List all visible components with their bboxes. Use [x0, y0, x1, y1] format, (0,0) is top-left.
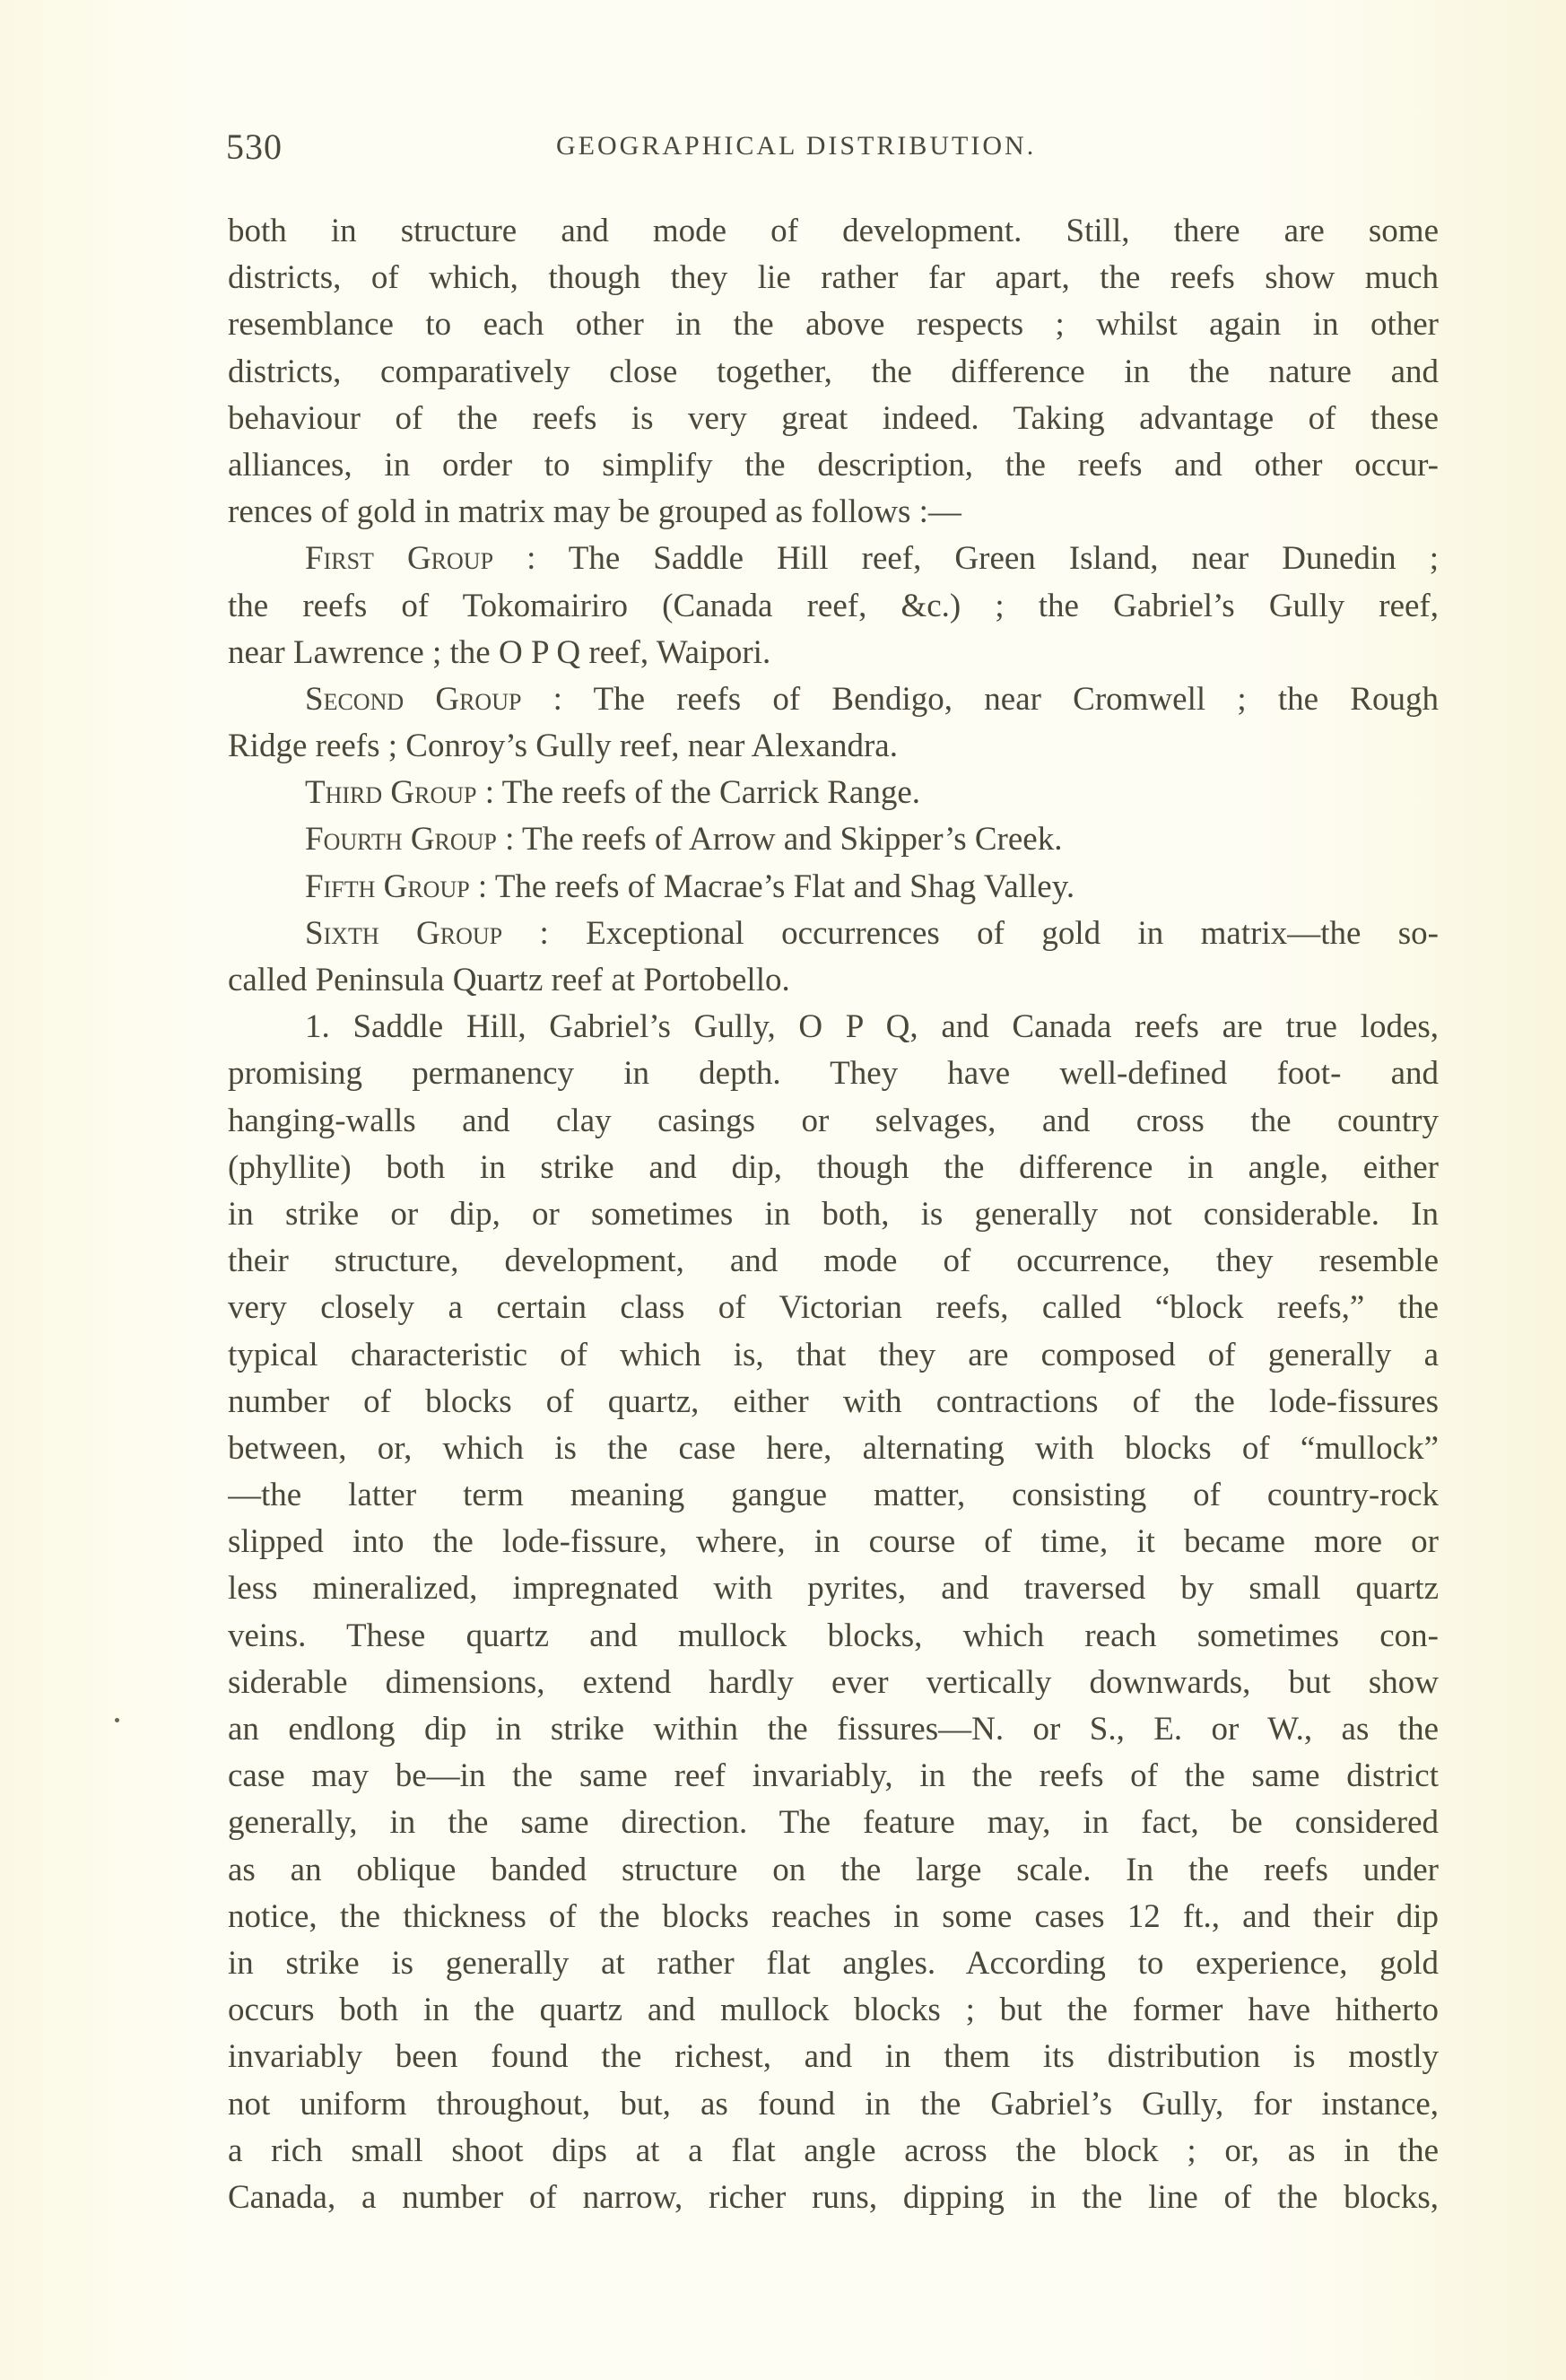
margin-mark — [115, 1718, 119, 1722]
line-text: near Lawrence ; the O P Q reef, Waipori. — [228, 633, 771, 671]
text-line — [228, 1425, 1439, 1472]
text-line — [228, 1098, 1439, 1145]
line-text: generally, in the same direction. The feature may, in fact, be considered — [228, 1804, 1439, 1842]
text-line — [228, 816, 1439, 863]
line-text: less mineralized, impregnated with pyrites, and traversed by small quartz — [228, 1570, 1439, 1608]
text-line — [228, 1238, 1439, 1285]
text-line — [228, 1847, 1439, 1894]
line-text: number of blocks of quartz, either with contractions of the lode-fissures — [228, 1382, 1439, 1420]
line-text: typical characteristic of which is, that they are composed of generally a — [228, 1336, 1439, 1373]
line-text: very closely a certain class of Victorian reefs, called “block reefs,” the — [228, 1289, 1439, 1327]
text-line — [228, 2081, 1439, 2128]
line-text: districts, comparatively close together, the difference in the nature and — [228, 353, 1439, 390]
body-text — [228, 208, 1439, 2221]
text-line — [228, 770, 1439, 816]
text-line — [228, 1285, 1439, 1331]
text-line — [228, 1987, 1439, 2034]
group-label: Third Group : — [305, 774, 495, 812]
line-text: rences of gold in matrix may be grouped as follows :— — [228, 493, 961, 531]
line-text: Ridge reefs ; Conroy’s Gully reef, near Alexandra. — [228, 728, 898, 765]
text-line — [228, 255, 1439, 301]
line-text: invariably been found the richest, and in them its distribution is mostly — [228, 2038, 1439, 2076]
text-line — [228, 1660, 1439, 1706]
text-line — [228, 1145, 1439, 1191]
text-line — [228, 723, 1439, 770]
text-line — [228, 208, 1439, 255]
group-label: First Group : — [305, 540, 536, 578]
line-text: alliances, in order to simplify the description, the reefs and other occur- — [228, 446, 1439, 484]
group-label: Fifth Group : — [305, 867, 488, 905]
text-line — [228, 1613, 1439, 1660]
text-line — [228, 2034, 1439, 2080]
line-text: between, or, which is the case here, alternating with blocks of “mullock” — [228, 1429, 1439, 1467]
line-text: as an oblique banded structure on the large scale. In the reefs under — [228, 1851, 1439, 1888]
text-line — [228, 1940, 1439, 1987]
line-text: their structure, development, and mode of occurrence, they resemble — [228, 1242, 1439, 1280]
text-line — [228, 1379, 1439, 1425]
line-text: in strike is generally at rather flat angles. According to experience, gold — [228, 1944, 1439, 1982]
line-text: a rich small shoot dips at a flat angle across the block ; or, as in the — [228, 2132, 1439, 2169]
line-text: siderable dimensions, extend hardly ever vertically downwards, but show — [228, 1663, 1439, 1701]
text-line — [228, 1800, 1439, 1846]
text-line — [228, 1051, 1439, 1097]
line-text: called Peninsula Quartz reef at Portobello. — [228, 962, 790, 998]
text-line — [228, 676, 1439, 723]
line-text: veins. These quartz and mullock blocks, which reach sometimes con- — [228, 1617, 1439, 1654]
line-text: The reefs of the Carrick Range. — [501, 774, 921, 812]
line-text: resemblance to each other in the above respects ; whilst again in other — [228, 306, 1439, 344]
text-line — [228, 2128, 1439, 2175]
text-line — [228, 1004, 1439, 1051]
text-line — [228, 583, 1439, 630]
text-line — [228, 349, 1439, 396]
line-text: promising permanency in depth. They have well-defined foot- and — [228, 1055, 1439, 1093]
line-text: hanging-walls and clay casings or selvages, and cross the country — [228, 1102, 1439, 1139]
line-text: The reefs of Arrow and Skipper’s Creek. — [522, 821, 1063, 859]
line-text: an endlong dip in strike within the fissures—N. or S., E. or W., as the — [228, 1711, 1439, 1748]
line-text: districts, of which, though they lie rather far apart, the reefs show much — [228, 259, 1439, 297]
text-line — [228, 864, 1439, 911]
text-line — [228, 2175, 1439, 2221]
line-text: notice, the thickness of the blocks reaches in some cases 12 ft., and their dip — [228, 1897, 1439, 1935]
text-line — [228, 1565, 1439, 1612]
running-title: GEOGRAPHICAL DISTRIBUTION. — [556, 131, 1037, 161]
text-line — [228, 301, 1439, 348]
text-line — [228, 489, 1439, 536]
group-label: 1. — [305, 1008, 330, 1046]
group-label: Fourth Group : — [305, 821, 515, 859]
line-text: occurs both in the quartz and mullock blocks ; but the former have hitherto — [228, 1992, 1439, 2029]
group-label: Second Group : — [305, 680, 562, 718]
line-text: The Saddle Hill reef, Green Island, near Dunedin ; — [568, 540, 1439, 578]
text-line — [228, 1894, 1439, 1940]
line-text: slipped into the lode-fissure, where, in course of time, it became more or — [228, 1523, 1439, 1561]
text-line — [228, 630, 1439, 676]
text-line — [228, 911, 1439, 957]
line-text: in strike or dip, or sometimes in both, is generally not considerable. In — [228, 1195, 1439, 1233]
page-number: 530 — [226, 126, 283, 167]
line-text: The reefs of Bendigo, near Cromwell ; the Rough — [593, 680, 1439, 718]
text-line — [228, 1191, 1439, 1238]
text-line — [228, 442, 1439, 489]
text-line — [228, 396, 1439, 442]
text-line — [228, 957, 1439, 1004]
line-text: not uniform throughout, but, as found in the Gabriel’s Gully, for instance, — [228, 2085, 1439, 2123]
line-text: Saddle Hill, Gabriel’s Gully, O P Q, and Canada reefs are true lodes, — [352, 1008, 1439, 1046]
line-text: behaviour of the reefs is very great indeed. Taking advantage of these — [228, 399, 1439, 437]
line-text: (phyllite) both in strike and dip, though the difference in angle, either — [228, 1148, 1439, 1186]
line-text: The reefs of Macrae’s Flat and Shag Valley. — [494, 867, 1075, 905]
line-text: the reefs of Tokomairiro (Canada reef, &c.) ; the Gabriel’s Gully reef, — [228, 587, 1439, 624]
group-label: Sixth Group : — [305, 914, 549, 952]
line-text: both in structure and mode of development. Still, there are some — [228, 213, 1439, 249]
line-text: case may be—in the same reef invariably, in the reefs of the same district — [228, 1757, 1439, 1795]
text-line — [228, 1472, 1439, 1519]
text-line — [228, 1332, 1439, 1379]
text-line — [228, 1706, 1439, 1753]
line-text: Canada, a number of narrow, richer runs, dipping in the line of the blocks, — [228, 2178, 1439, 2216]
text-line — [228, 1519, 1439, 1565]
line-text: —the latter term meaning gangue matter, consisting of country-rock — [228, 1477, 1439, 1514]
text-line — [228, 1753, 1439, 1800]
text-line — [228, 536, 1439, 582]
line-text: Exceptional occurrences of gold in matrix—the so- — [586, 914, 1439, 952]
